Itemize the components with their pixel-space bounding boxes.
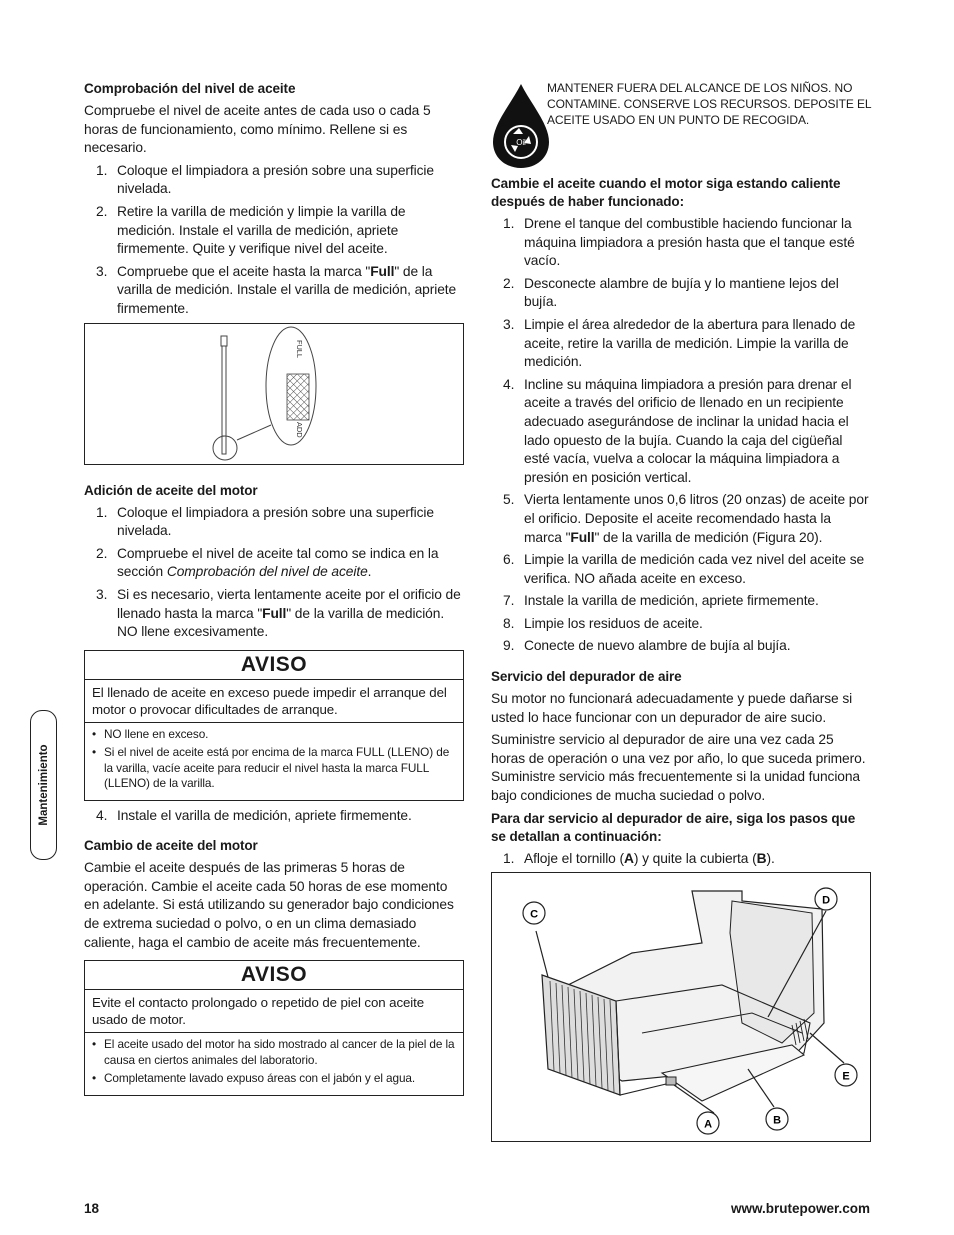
list-item: • El aceite usado del motor ha sido mostrado al cancer de la piel de la causa en ciertos animales del laboratorio. bbox=[92, 1037, 456, 1068]
list-item: 3. Si es necesario, vierta lentamente aceite por el orificio de llenado hasta la marca "Full" de la varilla de medición. NO llene excesivamente. bbox=[96, 586, 461, 640]
add-mark-label: ADD bbox=[295, 421, 304, 438]
check-oil-intro: Compruebe el nivel de aceite antes de cada uso o cada 5 horas de funcionamiento, como mínimo. Rellene si es necesario. bbox=[84, 103, 431, 156]
list-item: 7. Instale la varilla de medición, apriete firmemente. bbox=[503, 593, 819, 609]
section-title-change-oil: Cambio de aceite del motor bbox=[84, 838, 258, 854]
side-tab-label: Mantenimiento bbox=[37, 744, 50, 826]
notice-body: Evite el contacto prolongado o repetido de piel con aceite usado de motor. bbox=[85, 990, 463, 1033]
list-item: 3. Limpie el área alrededor de la abertura para llenado de aceite, retire la varilla de medición. Limpie la varilla de medición. bbox=[503, 316, 856, 370]
add-oil-steps bbox=[84, 504, 464, 642]
list-item: 2. Desconecte alambre de bujía y lo mantiene lejos del bujía. bbox=[503, 275, 839, 310]
dipstick-illustration bbox=[85, 324, 463, 464]
list-item: 1. Afloje el tornillo (A) y quite la cubierta (B). bbox=[503, 850, 775, 866]
right-column bbox=[491, 80, 871, 1142]
dipstick-figure bbox=[84, 323, 464, 465]
notice-box-overfill bbox=[84, 650, 464, 801]
list-item: 4. Incline su máquina limpiadora a presión para drenar el aceite a través del orificio de llenado en un recipiente adecuado asegurándose de inclinar la unidad hacia el lado opuesto de la bujía. Cuando la caja del cigüeñal esté vacía, vuelva a colocar la máquina limpiadora a presión en posición vertical. bbox=[503, 376, 852, 485]
section-title-air-cleaner: Servicio del depurador de aire bbox=[491, 669, 682, 685]
section-side-tab bbox=[30, 710, 57, 860]
air-cleaner-p2: Suministre servicio al depurador de aire una vez cada 25 horas de operación o una vez por año, lo que suceda primero. Suministre servicio más frecuentemente si la unidad funciona bajo condiciones de mucha suciedad o polvo. bbox=[491, 732, 866, 804]
callout-e bbox=[835, 1064, 857, 1086]
notice-body: El llenado de aceite en exceso puede impedir el arranque del motor o provocar dificultades de arranque. bbox=[85, 680, 463, 723]
check-oil-steps bbox=[84, 162, 464, 319]
oil-drop-recycle-icon bbox=[491, 80, 551, 170]
notice-bullets bbox=[85, 1033, 463, 1095]
change-oil-steps bbox=[491, 215, 871, 656]
list-item: 1. Coloque el limpiadora a presión sobre una superficie nivelada. bbox=[96, 162, 434, 197]
callout-c bbox=[523, 902, 545, 924]
list-item: 2. Retire la varilla de medición y limpie la varilla de medición. Instale el varilla de medición, apriete firmemente. Quite y verifique nivel del aceite. bbox=[96, 203, 406, 257]
list-item: 1. Coloque el limpiadora a presión sobre una superficie nivelada. bbox=[96, 504, 434, 539]
section-title-add-oil: Adición de aceite del motor bbox=[84, 482, 258, 498]
air-cleaner-illustration bbox=[492, 873, 868, 1141]
list-item: 1. Drene el tanque del combustible haciendo funcionar la máquina limpiadora a presión hasta que el tanque esté vacío. bbox=[503, 216, 855, 269]
add-oil-steps-cont bbox=[84, 807, 464, 826]
list-item: • Completamente lavado expuso áreas con el jabón y el agua. bbox=[92, 1071, 456, 1087]
list-item: • NO llene en exceso. bbox=[92, 727, 456, 743]
callout-a bbox=[697, 1112, 719, 1134]
section-title-check-oil: Comprobación del nivel de aceite bbox=[84, 81, 296, 96]
air-cleaner-figure bbox=[491, 872, 871, 1142]
list-item: • Si el nivel de aceite está por encima de la marca FULL (LLENO) de la varilla, vacíe aceite para reducir el nivel hasta la marca FULL (LLENO) de la varilla. bbox=[92, 745, 456, 792]
svg-text:B: B bbox=[773, 1114, 781, 1127]
oil-recycle-header bbox=[491, 80, 871, 172]
left-column bbox=[84, 80, 464, 1102]
footer-url[interactable]: www.brutepower.com bbox=[730, 1201, 870, 1216]
air-cleaner-steps-heading: Para dar servicio al depurador de aire, siga los pasos que se detallan a continuación: bbox=[491, 810, 856, 844]
oil-disposal-warning: MANTENER FUERA DEL ALCANCE DE LOS NIÑOS. NO CONTAMINE. CONSERVE LOS RECURSOS. DEPOSITE EL ACEITE USADO EN UN PUNTO DE RECOGIDA. bbox=[547, 81, 872, 127]
svg-text:E: E bbox=[842, 1070, 850, 1083]
notice-bullets bbox=[85, 723, 463, 800]
list-item: 6. Limpie la varilla de medición cada vez nivel del aceite se verifica. NO añada aceite en exceso. bbox=[503, 552, 865, 586]
full-mark-label: FULL bbox=[295, 339, 304, 358]
svg-text:D: D bbox=[822, 894, 830, 907]
list-item: 4. Instale el varilla de medición, apriete firmemente. bbox=[96, 807, 412, 823]
list-item: 3. Compruebe que el aceite hasta la marca "Full" de la varilla de medición. Instale el varilla de medición, apriete firmemente. bbox=[96, 263, 457, 316]
list-item: 8. Limpie los residuos de aceite. bbox=[503, 615, 703, 631]
change-oil-intro: Cambie el aceite después de las primeras 5 horas de operación. Cambie el aceite cada 50 horas de ese momento en adelante. Si está utilizando su generador bajo condiciones de extrema suciedad o polvo, o en un clima demasiado caliente, haga el cambio de aceite más frecuentemente. bbox=[84, 860, 454, 950]
notice-title: AVISO bbox=[85, 651, 463, 680]
page-number: 18 bbox=[84, 1201, 100, 1216]
section-title-warm-change: Cambie el aceite cuando el motor siga estando caliente después de haber funcionado: bbox=[491, 176, 841, 209]
list-item: 5. Vierta lentamente unos 0,6 litros (20 onzas) de aceite por el orificio. Deposite el aceite recomendado hasta la marca "Full" de la varilla de medición (Figura 20). bbox=[503, 492, 869, 545]
callout-d bbox=[815, 888, 837, 910]
oil-icon-label: Oil bbox=[516, 138, 526, 147]
air-cleaner-steps bbox=[491, 850, 871, 869]
svg-text:A: A bbox=[704, 1118, 712, 1131]
notice-title: AVISO bbox=[85, 961, 463, 990]
svg-text:C: C bbox=[530, 908, 538, 921]
callout-b bbox=[766, 1108, 788, 1130]
air-cleaner-p1: Su motor no funcionará adecuadamente y puede dañarse si usted lo hace funcionar con un depurador de aire sucio. bbox=[491, 691, 853, 725]
list-item: 9. Conecte de nuevo alambre de bujía al bujía. bbox=[503, 638, 791, 654]
notice-box-skin bbox=[84, 960, 464, 1096]
list-item: 2. Compruebe el nivel de aceite tal como se indica en la sección Comprobación del nivel de aceite. bbox=[96, 545, 439, 580]
